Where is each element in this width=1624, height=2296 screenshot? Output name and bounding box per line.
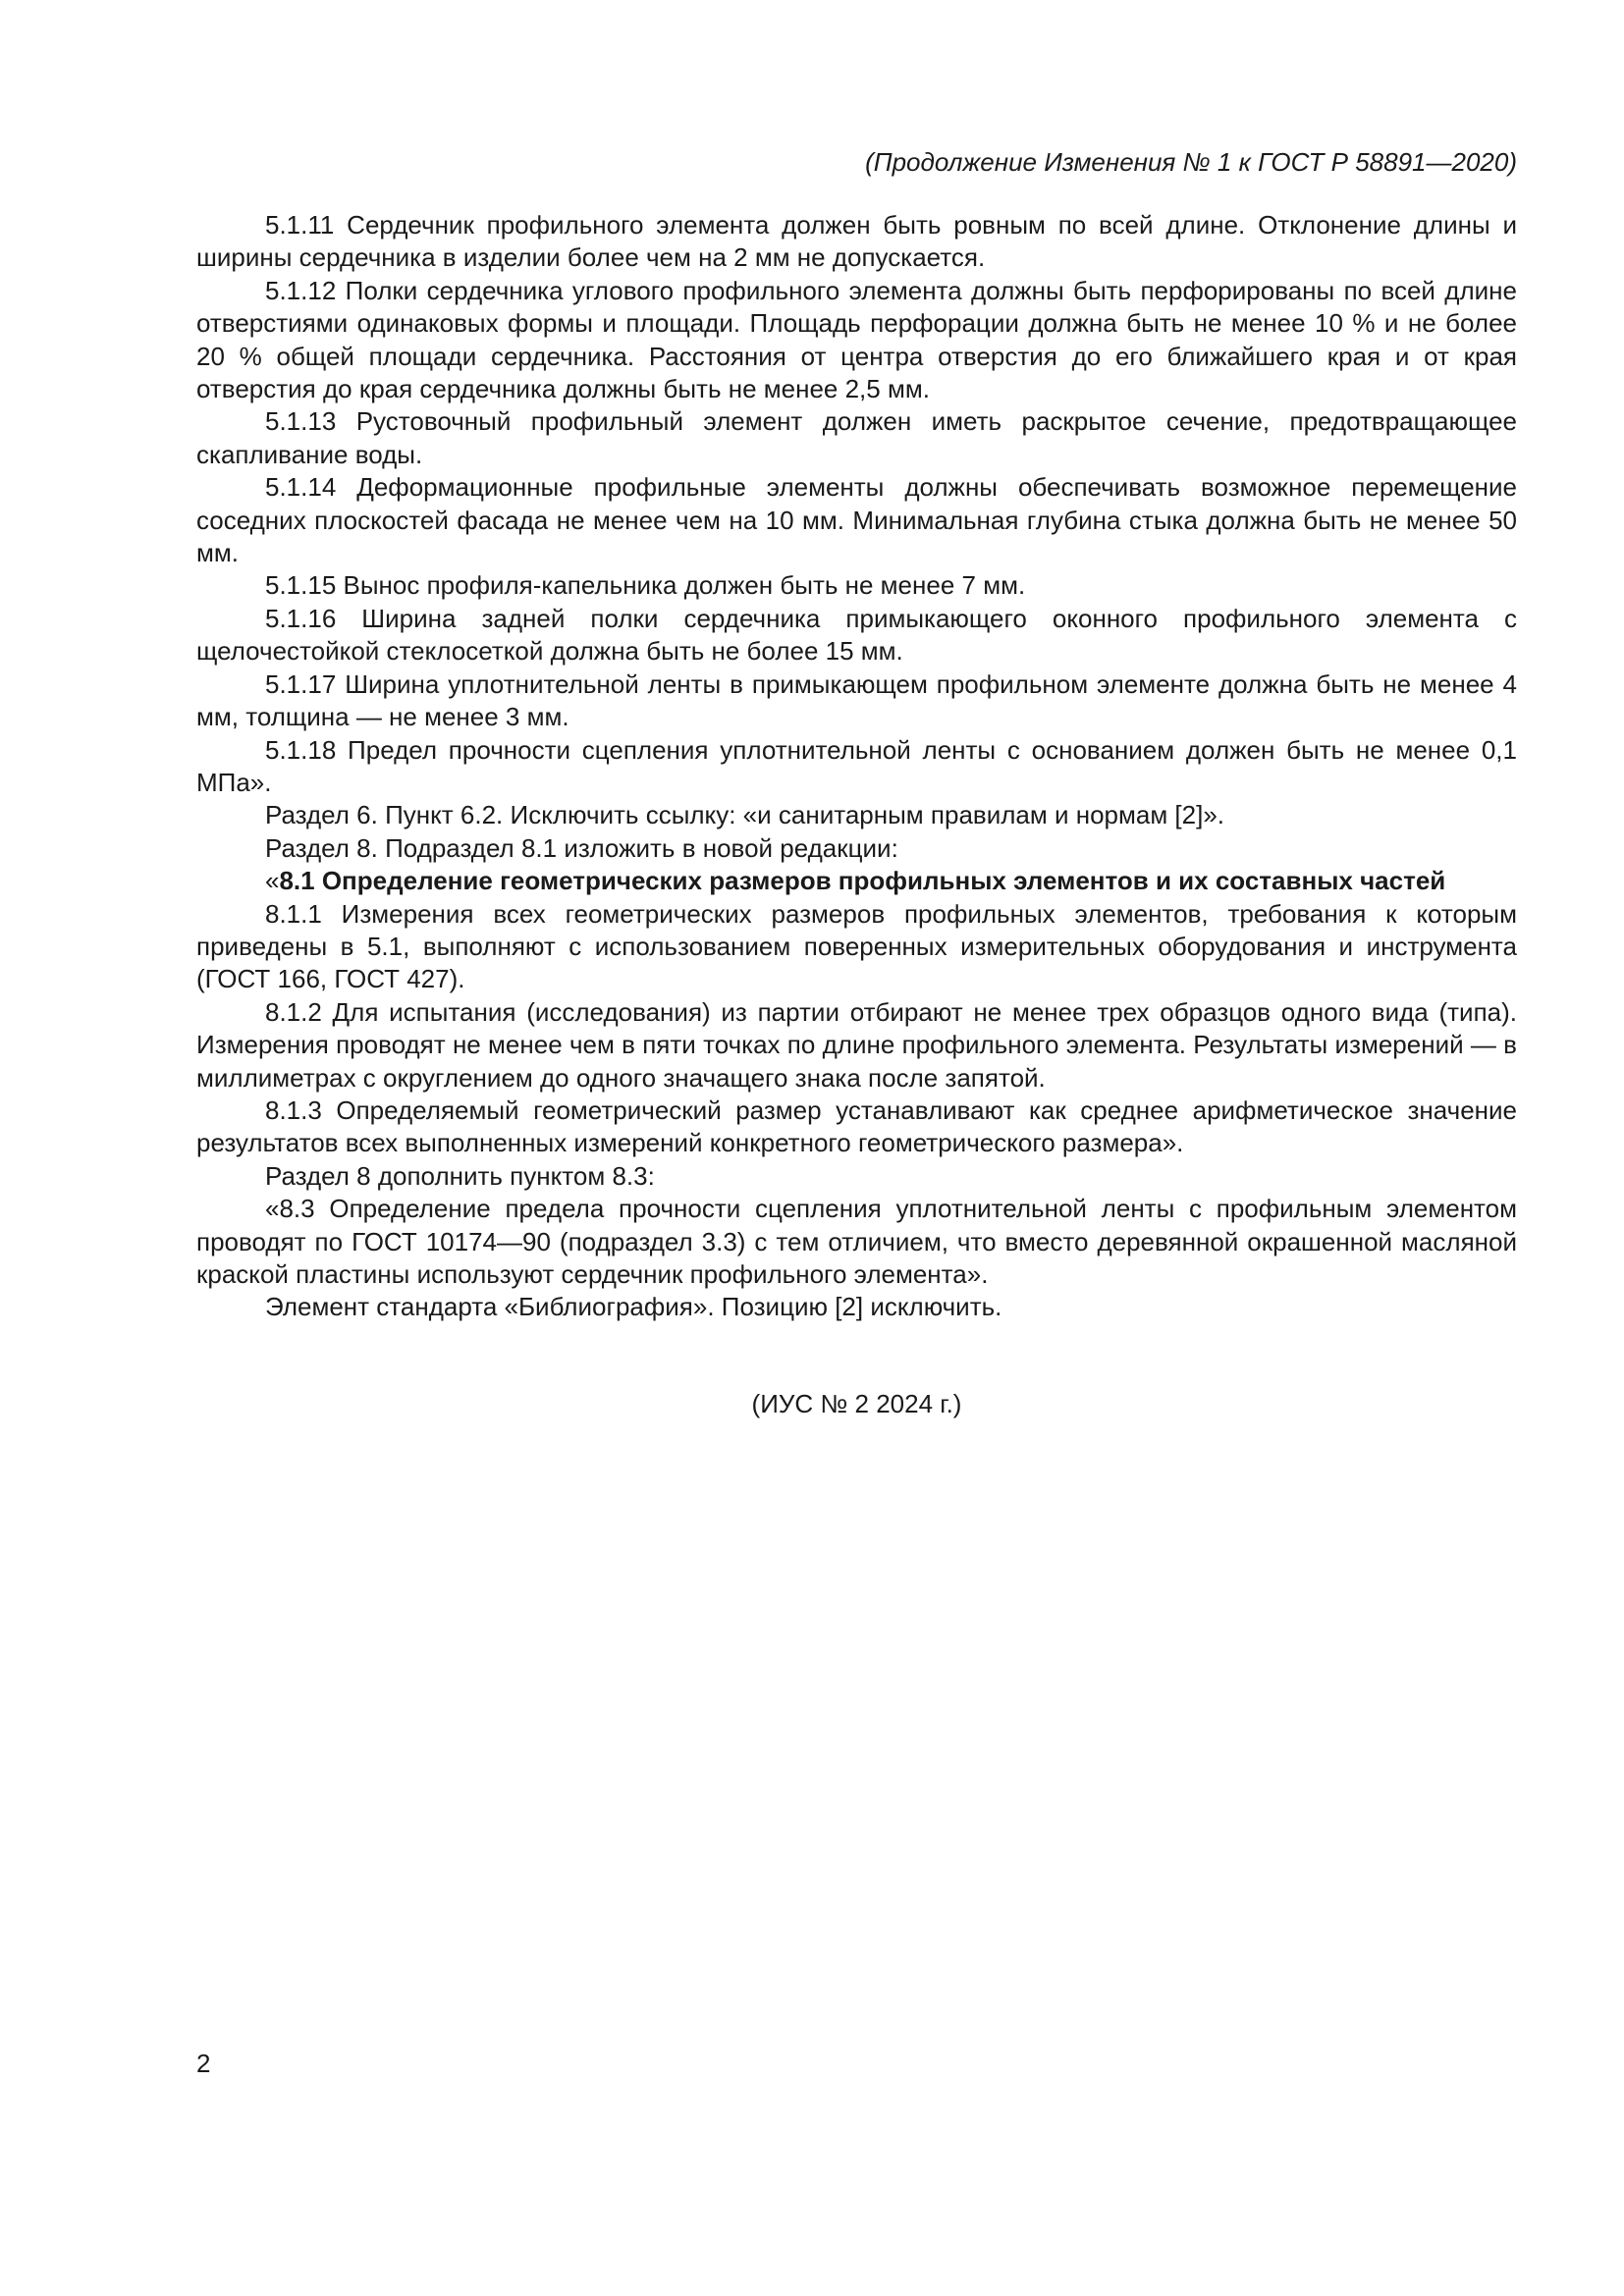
paragraph-section-8-add: Раздел 8 дополнить пунктом 8.3: <box>265 1160 655 1191</box>
paragraph-5-1-17: 5.1.17 Ширина уплотнительной ленты в примыкающем профильном элементе должна быть не менее 4 мм, толщина — не менее 3 мм. <box>196 668 1517 732</box>
section-heading-quote: « <box>265 866 280 896</box>
paragraph-5-1-14: 5.1.14 Деформационные профильные элементы должны обеспечивать возможное перемещение соседних плоскостей фасада не менее чем на 10 мм. Минимальная глубина стыка должна быть не менее 50 мм. <box>196 472 1517 568</box>
paragraph-5-1-13: 5.1.13 Рустовочный профильный элемент должен иметь раскрытое сечение, предотвращающее скапливание воды. <box>196 406 1517 469</box>
paragraph-8-3: «8.3 Определение предела прочности сцепления уплотнительной ленты с профильным элементом проводят по ГОСТ 10174—90 (подраздел 3.3) с тем отличием, что вместо деревянной окрашенной масляной краской пластины используют сердечник профильного элемента». <box>196 1194 1517 1289</box>
paragraph-5-1-16: 5.1.16 Ширина задней полки сердечника примыкающего оконного профильного элемента с щелочестойкой стеклосеткой должна быть не более 15 мм. <box>196 603 1517 667</box>
section-heading-text: 8.1 Определение геометрических размеров профильных элементов и их составных частей <box>279 866 1446 896</box>
paragraph-section-6: Раздел 6. Пункт 6.2. Исключить ссылку: «и санитарным правилам и нормам [2]». <box>265 800 1225 830</box>
paragraph-5-1-11: 5.1.11 Сердечник профильного элемента должен быть ровным по всей длине. Отклонение длины и ширины сердечника в изделии более чем на 2 мм не допускается. <box>196 210 1517 273</box>
body-text <box>196 209 1517 1324</box>
document-page <box>196 0 1517 2296</box>
section-heading-8-1 <box>196 865 1517 897</box>
paragraph-8-1-1: 8.1.1 Измерения всех геометрических размеров профильных элементов, требования к которым приведены в 5.1, выполняют с использованием поверенных измерительных оборудования и инструмента (ГОСТ 166, ГОСТ 427). <box>196 898 1517 994</box>
page-number: 2 <box>196 2049 211 2078</box>
paragraph-8-1-2: 8.1.2 Для испытания (исследования) из партии отбирают не менее трех образцов одного вида (типа). Измерения проводят не менее чем в пяти точках по длине профильного элемента. Результаты измерений — в миллиметрах с округлением до одного значащего знака после запятой. <box>196 996 1517 1093</box>
paragraph-5-1-12: 5.1.12 Полки сердечника углового профильного элемента должны быть перфорированы по всей длине отверстиями одинаковых формы и площади. Площадь перфорации должна быть не менее 10 % и не более 20 % общей площади сердечника. Расстояния от центра отверстия до его ближайшего края и от края отверстия до края сердечника должны быть не менее 2,5 мм. <box>196 275 1517 404</box>
paragraph-section-8: Раздел 8. Подраздел 8.1 изложить в новой редакции: <box>265 832 898 863</box>
paragraph-5-1-18: 5.1.18 Предел прочности сцепления уплотнительной ленты с основанием должен быть не менее 0,1 МПа». <box>196 734 1517 797</box>
paragraph-5-1-15: 5.1.15 Вынос профиля-капельника должен быть не менее 7 мм. <box>265 570 1026 601</box>
ius-note: (ИУС № 2 2024 г.) <box>751 1389 962 1418</box>
paragraph-8-1-3: 8.1.3 Определяемый геометрический размер устанавливают как среднее арифметическое значение результатов всех выполненных измерений конкретного геометрического размера». <box>196 1095 1517 1158</box>
paragraph-bibliography: Элемент стандарта «Библиография». Позицию [2] исключить. <box>265 1292 1002 1322</box>
running-header: (Продолжение Изменения № 1 к ГОСТ Р 58891—2020) <box>865 147 1517 177</box>
